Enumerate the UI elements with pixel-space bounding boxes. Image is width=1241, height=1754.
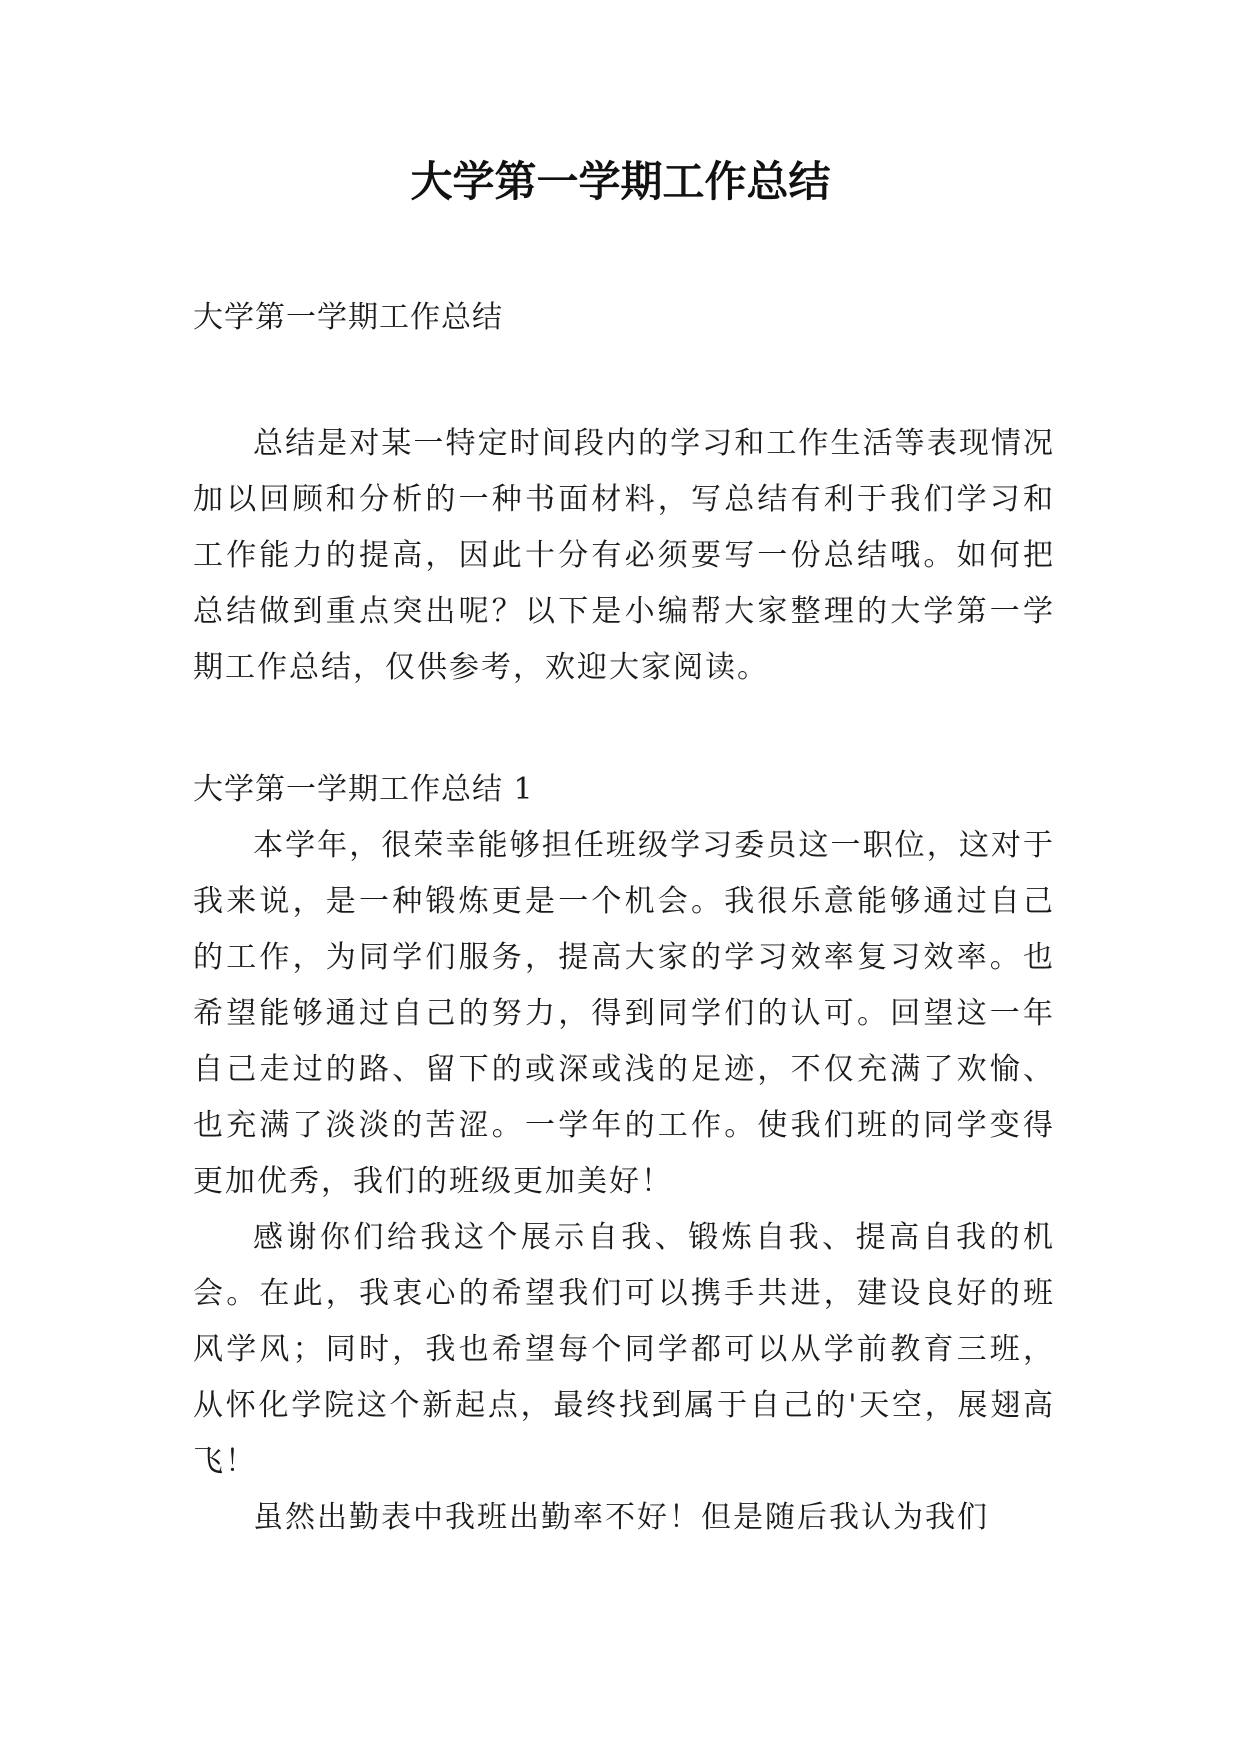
section-heading: 大学第一学期工作总结 1 xyxy=(193,772,534,807)
document-title: 大学第一学期工作总结 xyxy=(410,157,831,206)
intro-paragraph: 总结是对某一特定时间段内的学习和工作生活等表现情况加以回顾和分析的一种书面材料，写总结有利于我们学习和工作能力的提高，因此十分有必须要写一份总结哦。如何把总结做到重点突出呢？以下是小编帮大家整理的大学第一学期工作总结，仅供参考，欢迎大家阅读。 xyxy=(193,426,1055,685)
body-paragraph: 虽然出勤表中我班出勤率不好！但是随后我认为我们 xyxy=(253,1500,989,1535)
body-paragraph: 感谢你们给我这个展示自我、锻炼自我、提高自我的机会。在此，我衷心的希望我们可以携手共进，建设良好的班风学风；同时，我也希望每个同学都可以从学前教育三班，从怀化学院这个新起点，最终找到属于自己的'天空，展翅高飞！ xyxy=(193,1220,1055,1479)
document-subtitle: 大学第一学期工作总结 xyxy=(193,300,503,335)
spacer xyxy=(193,696,1055,762)
spacer xyxy=(193,346,1055,416)
body-paragraph: 本学年，很荣幸能够担任班级学习委员这一职位，这对于我来说，是一种锻炼更是一个机会。我很乐意能够通过自己的工作，为同学们服务，提高大家的学习效率复习效率。也希望能够通过自己的努力，得到同学们的认可。回望这一年自己走过的路、留下的或深或浅的足迹，不仅充满了欢愉、也充满了淡淡的苦涩。一学年的工作。使我们班的同学变得更加优秀，我们的班级更加美好！ xyxy=(193,828,1055,1199)
document-body xyxy=(193,290,1055,1546)
